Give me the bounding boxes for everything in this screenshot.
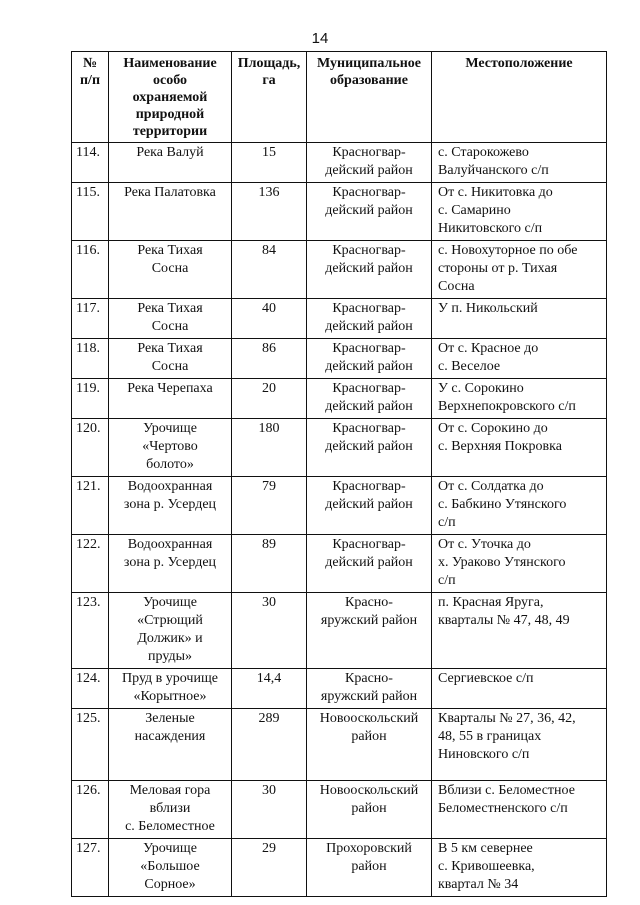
cell-line: Красногвар- <box>332 301 406 316</box>
area-value: 86 <box>232 339 307 379</box>
cell-line: Река Тихая <box>137 341 203 356</box>
cell-line: дейский район <box>325 319 413 334</box>
cell-line: Местоположение <box>465 56 573 71</box>
cell-line: вблизи <box>149 801 191 816</box>
cell-line: Красногвар- <box>332 145 406 160</box>
cell-line: Урочище <box>143 595 197 610</box>
row-number: 120. <box>72 419 109 477</box>
cell-line: Верхнепокровского с/п <box>438 399 576 414</box>
location <box>432 593 607 669</box>
cell-line: Зеленые <box>145 711 195 726</box>
row-number: 125. <box>72 709 109 781</box>
header-location <box>432 52 607 143</box>
cell-line: У с. Сорокино <box>438 381 524 396</box>
cell-line: Красногвар- <box>332 243 406 258</box>
cell-line: Река Тихая <box>137 243 203 258</box>
row-number: 115. <box>72 183 109 241</box>
table-body <box>72 143 607 897</box>
cell-line: Ниновского с/п <box>438 747 530 762</box>
cell-line: Вблизи с. Беломестное <box>438 783 575 798</box>
territory-name <box>109 183 232 241</box>
cell-line: «Стрющий <box>137 613 203 628</box>
cell-line: дейский район <box>325 203 413 218</box>
cell-line: Сосна <box>438 279 475 294</box>
cell-line: Красногвар- <box>332 341 406 356</box>
location <box>432 241 607 299</box>
cell-line: район <box>351 859 387 874</box>
page-number: 14 <box>311 30 329 47</box>
municipality <box>307 839 432 897</box>
cell-line: От с. Никитовка до <box>438 185 553 200</box>
cell-line: 48, 55 в границах <box>438 729 542 744</box>
cell-line: п/п <box>79 73 101 88</box>
area-value: 30 <box>232 593 307 669</box>
cell-line: Красно- <box>345 595 393 610</box>
area-value: 20 <box>232 379 307 419</box>
cell-line: Прохоровский <box>326 841 412 856</box>
header-name <box>109 52 232 143</box>
territory-name <box>109 477 232 535</box>
cell-line: образование <box>330 73 408 88</box>
cell-line: с. Самарино <box>438 203 511 218</box>
territory-name <box>109 669 232 709</box>
cell-line: Сорное» <box>144 877 196 892</box>
cell-line: От с. Красное до <box>438 341 539 356</box>
cell-line: с. Беломестное <box>125 819 215 834</box>
cell-line: Река Палатовка <box>124 185 216 200</box>
area-value: 84 <box>232 241 307 299</box>
cell-line: Меловая гора <box>129 783 211 798</box>
table-row <box>72 669 607 709</box>
table-row <box>72 339 607 379</box>
area-value: 89 <box>232 535 307 593</box>
cell-line: зона р. Усердец <box>123 555 217 570</box>
cell-line: дейский район <box>325 555 413 570</box>
row-number: 114. <box>72 143 109 183</box>
location <box>432 669 607 709</box>
cell-line: Красно- <box>345 671 393 686</box>
cell-line: Никитовского с/п <box>438 221 543 236</box>
cell-line: х. Ураково Утянского <box>438 555 566 570</box>
location <box>432 477 607 535</box>
row-number: 123. <box>72 593 109 669</box>
municipality <box>307 183 432 241</box>
cell-line: Новооскольский <box>319 711 419 726</box>
cell-line: «Корытное» <box>133 689 207 704</box>
cell-line: «Чертово <box>142 439 198 454</box>
cell-line: с. Веселое <box>438 359 501 374</box>
cell-line: Муниципальное <box>316 56 422 71</box>
cell-line: пруды» <box>148 649 192 664</box>
cell-line: с. Бабкино Утянского <box>438 497 567 512</box>
municipality <box>307 477 432 535</box>
cell-line: Урочище <box>143 841 197 856</box>
cell-line: с/п <box>438 573 456 588</box>
header-area <box>232 52 307 143</box>
municipality <box>307 781 432 839</box>
cell-line: особо <box>152 73 188 88</box>
header-municipality <box>307 52 432 143</box>
cell-line: территории <box>132 124 208 139</box>
territory-name <box>109 379 232 419</box>
protected-areas-table <box>71 51 607 897</box>
table-row <box>72 839 607 897</box>
territory-name <box>109 781 232 839</box>
row-number: 127. <box>72 839 109 897</box>
row-number: 118. <box>72 339 109 379</box>
area-value: 30 <box>232 781 307 839</box>
area-value: 15 <box>232 143 307 183</box>
area-value: 180 <box>232 419 307 477</box>
cell-line: В 5 км севернее <box>438 841 533 856</box>
cell-line: От с. Солдатка до <box>438 479 544 494</box>
cell-line: п. Красная Яруга, <box>438 595 544 610</box>
table-row <box>72 379 607 419</box>
territory-name <box>109 535 232 593</box>
cell-line: Красногвар- <box>332 479 406 494</box>
row-number: 116. <box>72 241 109 299</box>
cell-line: дейский район <box>325 399 413 414</box>
cell-line: Пруд в урочище <box>122 671 218 686</box>
location <box>432 299 607 339</box>
municipality <box>307 241 432 299</box>
cell-line: Красногвар- <box>332 185 406 200</box>
territory-name <box>109 143 232 183</box>
cell-line: От с. Сорокино до <box>438 421 548 436</box>
cell-line: Река Тихая <box>137 301 203 316</box>
cell-line: У п. Никольский <box>438 301 538 316</box>
cell-line: Красногвар- <box>332 381 406 396</box>
table-row <box>72 143 607 183</box>
table-header-row <box>72 52 607 143</box>
cell-line: Водоохранная <box>127 479 213 494</box>
area-value: 29 <box>232 839 307 897</box>
table-row <box>72 183 607 241</box>
municipality <box>307 379 432 419</box>
location <box>432 781 607 839</box>
municipality <box>307 593 432 669</box>
cell-line: Новооскольский <box>319 783 419 798</box>
cell-line: Валуйчанского с/п <box>438 163 549 178</box>
row-number: 121. <box>72 477 109 535</box>
cell-line: Урочище <box>143 421 197 436</box>
cell-line: Кварталы № 27, 36, 42, <box>438 711 576 726</box>
cell-line: район <box>351 801 387 816</box>
territory-name <box>109 419 232 477</box>
area-value: 14,4 <box>232 669 307 709</box>
municipality <box>307 299 432 339</box>
municipality <box>307 535 432 593</box>
table-row <box>72 781 607 839</box>
cell-line: Река Черепаха <box>127 381 213 396</box>
cell-line: стороны от р. Тихая <box>438 261 558 276</box>
municipality <box>307 339 432 379</box>
cell-line: с. Новохуторное по обе <box>438 243 578 258</box>
cell-line: кварталы № 47, 48, 49 <box>438 613 570 628</box>
location <box>432 419 607 477</box>
location <box>432 183 607 241</box>
cell-line: № <box>82 56 98 71</box>
area-value: 40 <box>232 299 307 339</box>
cell-line: Сосна <box>151 359 189 374</box>
location <box>432 839 607 897</box>
cell-line: охраняемой <box>132 90 208 105</box>
table-row <box>72 709 607 781</box>
cell-line: насаждения <box>134 729 206 744</box>
location <box>432 143 607 183</box>
cell-line: Площадь, <box>237 56 301 71</box>
cell-line: Сосна <box>151 261 189 276</box>
cell-line: Беломестненского с/п <box>438 801 568 816</box>
cell-line: с. Старокожево <box>438 145 529 160</box>
municipality <box>307 419 432 477</box>
location <box>432 709 607 781</box>
cell-line: с/п <box>438 515 456 530</box>
location <box>432 535 607 593</box>
cell-line: Красногвар- <box>332 421 406 436</box>
location <box>432 379 607 419</box>
cell-line: дейский район <box>325 497 413 512</box>
area-value: 289 <box>232 709 307 781</box>
cell-line: яружский район <box>320 613 418 628</box>
cell-line: га <box>262 73 276 88</box>
territory-name <box>109 839 232 897</box>
cell-line: Должик» и <box>137 631 203 646</box>
cell-line: с. Верхняя Покровка <box>438 439 562 454</box>
cell-line: район <box>351 729 387 744</box>
cell-line: дейский район <box>325 359 413 374</box>
municipality <box>307 669 432 709</box>
area-value: 136 <box>232 183 307 241</box>
cell-line: дейский район <box>325 261 413 276</box>
territory-name <box>109 709 232 781</box>
territory-name <box>109 339 232 379</box>
row-number: 119. <box>72 379 109 419</box>
municipality <box>307 143 432 183</box>
row-number: 124. <box>72 669 109 709</box>
table-row <box>72 535 607 593</box>
cell-line: От с. Уточка до <box>438 537 531 552</box>
cell-line: Водоохранная <box>127 537 213 552</box>
table-row <box>72 299 607 339</box>
cell-line: Сергиевское с/п <box>438 671 534 686</box>
cell-line: болото» <box>146 457 194 472</box>
cell-line: Красногвар- <box>332 537 406 552</box>
cell-line: «Большое <box>140 859 200 874</box>
territory-name <box>109 299 232 339</box>
territory-name <box>109 241 232 299</box>
cell-line: природной <box>135 107 205 122</box>
cell-line: с. Кривошеевка, <box>438 859 535 874</box>
cell-line: Река Валуй <box>136 145 204 160</box>
cell-line: дейский район <box>325 163 413 178</box>
table-row <box>72 477 607 535</box>
cell-line: яружский район <box>320 689 418 704</box>
row-number: 122. <box>72 535 109 593</box>
municipality <box>307 709 432 781</box>
header-number <box>72 52 109 143</box>
cell-line: Наименование <box>123 56 217 71</box>
row-number: 126. <box>72 781 109 839</box>
cell-line: зона р. Усердец <box>123 497 217 512</box>
table-row <box>72 419 607 477</box>
table-row <box>72 241 607 299</box>
territory-name <box>109 593 232 669</box>
cell-line: дейский район <box>325 439 413 454</box>
cell-line: квартал № 34 <box>438 877 519 892</box>
location <box>432 339 607 379</box>
area-value: 79 <box>232 477 307 535</box>
cell-line: Сосна <box>151 319 189 334</box>
row-number: 117. <box>72 299 109 339</box>
table-row <box>72 593 607 669</box>
